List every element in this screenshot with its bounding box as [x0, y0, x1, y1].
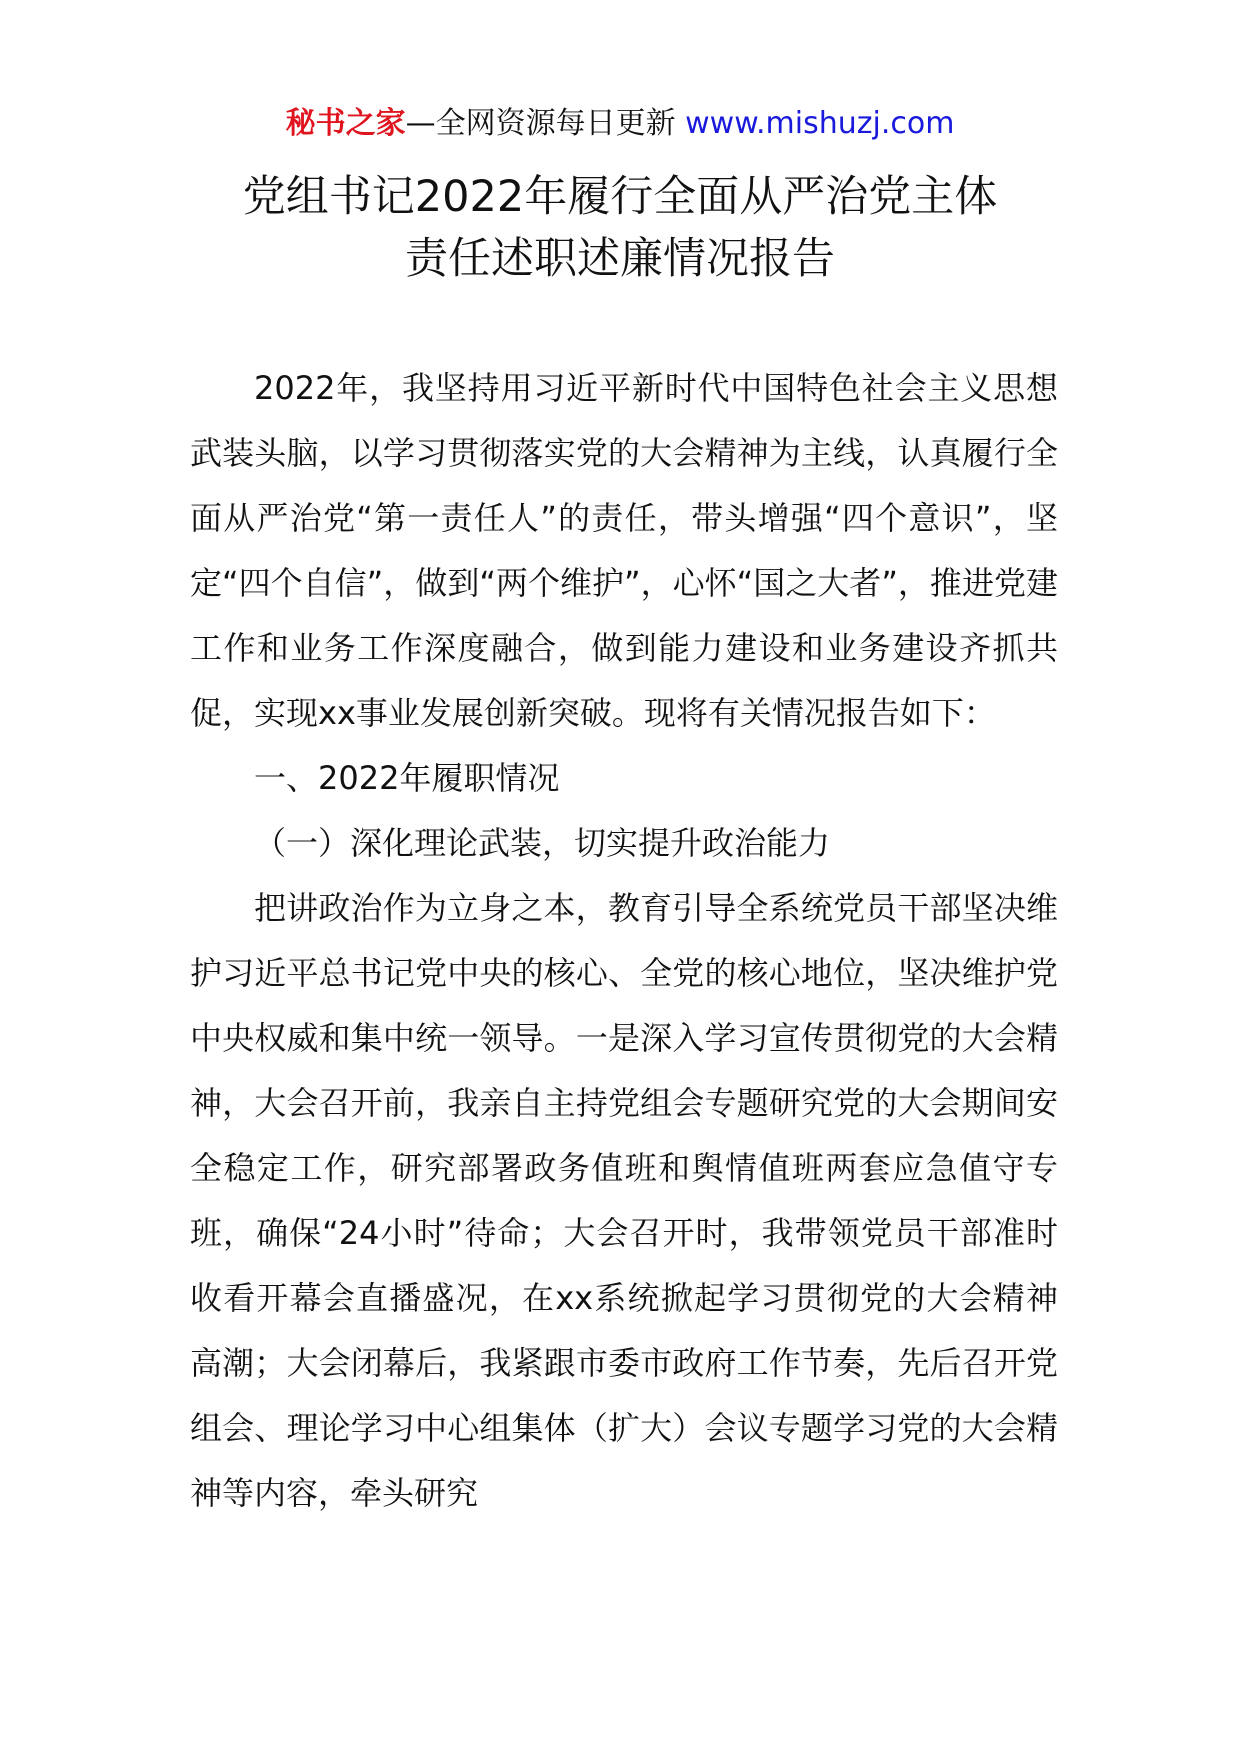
body-paragraph: 把讲政治作为立身之本，教育引导全系统党员干部坚决维护习近平总书记党中央的核心、全党的核心地位，坚决维护党中央权威和集中统一领导。一是深入学习宣传贯彻党的大会精神，大会召开前，我亲自主持党组会专题研究党的大会期间安全稳定工作，研究部署政务值班和舆情值班两套应急值守专班，确保“24小时”待命；大会召开时，我带领党员干部准时收看开幕会直播盛况，在xx系统掀起学习贯彻党的大会精神高潮；大会闭幕后，我紧跟市委市政府工作节奏，先后召开党组会、理论学习中心组集体（扩大）会议专题学习党的大会精神等内容，牵头研究: [190, 889, 1058, 1512]
subsection-heading: （一）深化理论武装，切实提升政治能力: [254, 824, 831, 862]
banner-tagline: —全网资源每日更新: [405, 106, 676, 141]
intro-paragraph: 2022年，我坚持用习近平新时代中国特色社会主义思想武装头脑，以学习贯彻落实党的大会精神为主线，认真履行全面从严治党“第一责任人”的责任，带头增强“四个意识”，坚定“四个自信”，做到“两个维护”，心怀“国之大者”，推进党建工作和业务工作深度融合，做到能力建设和业务建设齐抓共促，实现xx事业发展创新突破。现将有关情况报告如下：: [190, 369, 1058, 732]
section-heading: 一、2022年履职情况: [254, 759, 560, 797]
site-banner: [0, 104, 1240, 144]
brand-name: 秘书之家: [285, 106, 406, 141]
title-line-2: 责任述职述廉情况报告: [405, 234, 835, 284]
site-url-link[interactable]: www.mishuzj.com: [685, 106, 955, 141]
document-body: [190, 356, 1058, 1526]
title-line-1: 党组书记2022年履行全面从严治党主体: [242, 172, 998, 222]
document-title: [0, 166, 1240, 290]
